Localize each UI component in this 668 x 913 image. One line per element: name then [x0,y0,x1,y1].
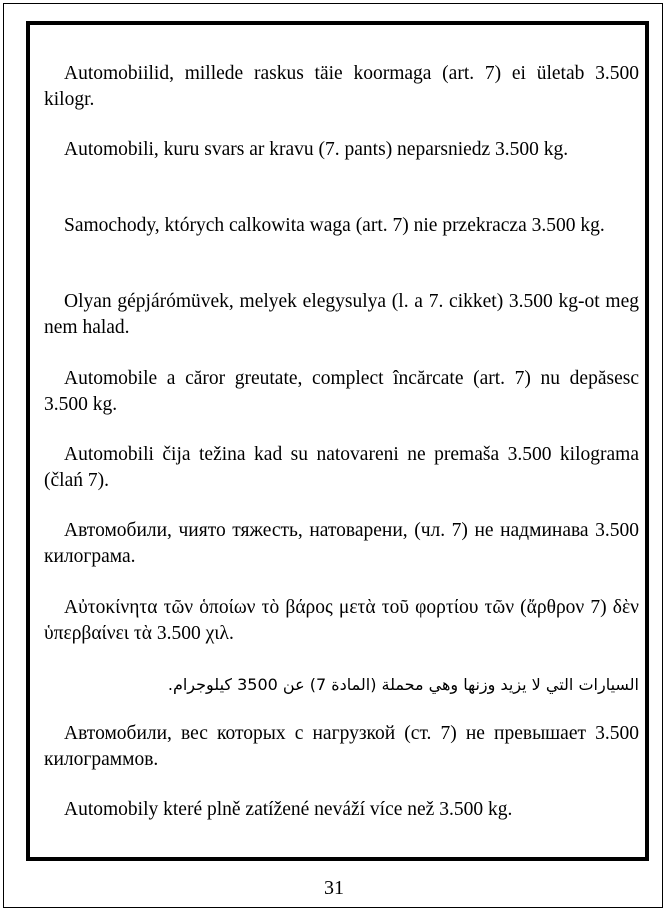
document-page [3,3,663,908]
paragraph-arabic: السيارات التي لا يزيد وزنها وهي محملة (المادة 7) عن 3500 كيلوجرام. [167,675,639,694]
paragraph-romanian: Automobile a căror greutate, complect încărcate (art. 7) nu depăsesc 3.500 kg. [44,368,639,415]
page-number: 31 [324,877,344,899]
paragraph-russian: Автомобили, вес которых с нагрузкой (ст. 7) не превышает 3.500 килограммов. [44,723,639,770]
paragraph-bulgarian: Автомобили, чиято тяжесть, натоварени, (чл. 7) не надминава 3.500 килограма. [44,520,639,567]
paragraph-greek: Αὐτοκίνητα τῶν ὁποίων τὸ βάρος μετὰ τοῦ φορτίου τῶν (ἄρθρον 7) δὲν ὑπερβαίνει τὰ 3.500 χιλ. [44,597,639,644]
paragraph-hungarian: Olyan gépjárómüvek, melyek elegysulya (l. a 7. cikket) 3.500 kg-ot meg nem halad. [44,291,639,338]
paragraph-serbocroatian: Automobili čija težina kad su natovareni ne premaša 3.500 kilograma (člań 7). [44,444,639,491]
paragraph-estonian: Automobiilid, millede raskus täie koormaga (art. 7) ei ületab 3.500 kilogr. [44,63,639,110]
paragraph-latvian: Automobili, kuru svars ar kravu (7. pants) neparsniedz 3.500 kg. [64,139,569,160]
paragraph-polish: Samochody, których calkowita waga (art. 7) nie przekracza 3.500 kg. [64,215,605,236]
paragraph-czech: Automobily které plně zatížené neváží více než 3.500 kg. [64,799,513,820]
text-frame [26,21,649,861]
